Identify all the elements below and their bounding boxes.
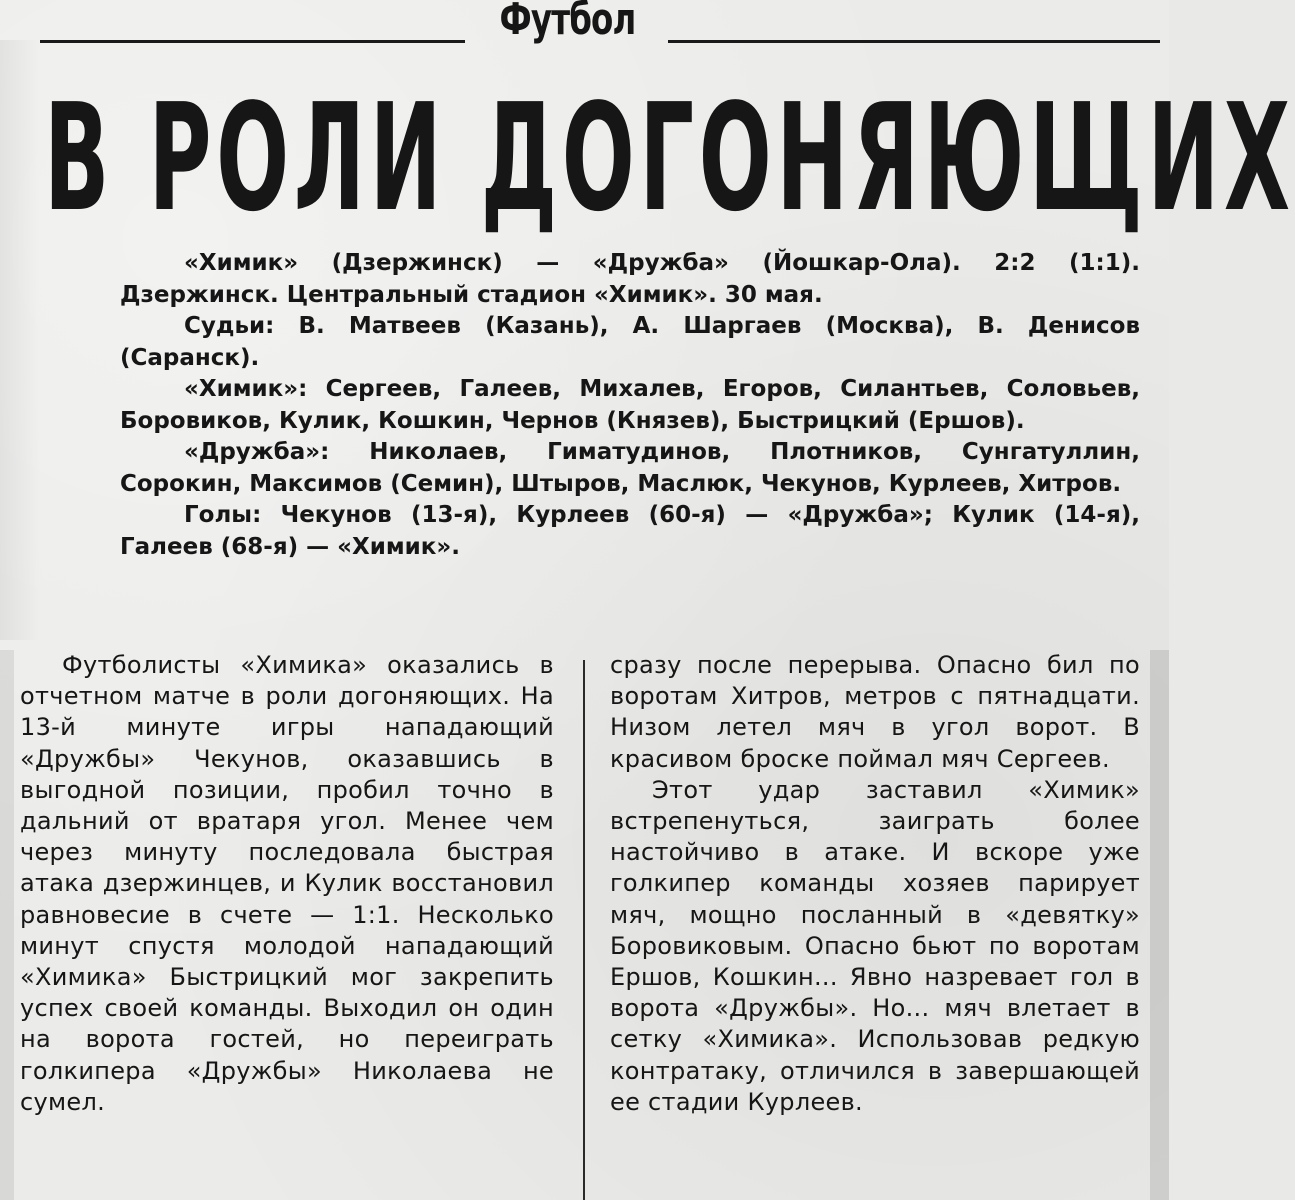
match-info xyxy=(120,248,1140,563)
article-paragraph: Футболисты «Химика» оказались в отчетном матче в роли догоняющих. На 13-й минуте игры нападающий «Дружбы» Чекунов, оказавшись в выгодной позиции, пробил точно в дальний от вратаря угол. Менее чем через минуту последовала быстрая атака дзержинцев, и Кулик восстановил равновесие в счете — 1:1. Несколько минут спустя молодой нападающий «Химика» Быстрицкий мог закрепить успех своей команды. Выходил он один на ворота гостей, но переиграть голкипера «Дружбы» Николаева не сумел. xyxy=(20,651,554,1116)
rubric-label: Футбол xyxy=(499,0,636,45)
article-paragraph: Этот удар заставил «Химик» встрепенуться, заиграть более настойчиво в атаке. И вскоре уже голкипер команды хозяев парирует мяч, мощно посланный в «девятку» Боровиковым. Опасно бьют по воротам Ершов, Кошкин... Явно назревает гол в ворота «Дружбы». Но... мяч влетает в сетку «Химика». Использовав редкую контратаку, отличился в завершающей ее стадии Курлеев. xyxy=(610,775,1140,1116)
column-divider xyxy=(583,660,585,1200)
article-column-right xyxy=(610,650,1140,1118)
article-column-left xyxy=(20,650,554,1118)
article-paragraph-continued: сразу после перерыва. Опасно бил по воротам Хитров, метров с пятнадцати. Низом летел мяч в угол ворот. В красивом броске поймал мяч Сергеев. xyxy=(610,651,1140,773)
rubric-rule-left xyxy=(40,40,465,43)
rubric-rule-right xyxy=(668,40,1160,43)
lineup-druzhba: «Дружба»: Николаев, Гиматудинов, Плотников, Сунгатуллин, Сорокин, Максимов (Семин), Штыров, Маслюк, Чекунов, Курлеев, Хитров. xyxy=(120,439,1140,497)
match-goals: Голы: Чекунов (13-я), Курлеев (60-я) — «Дружба»; Кулик (14-я), Галеев (68-я) — «Химик». xyxy=(120,502,1140,560)
match-referees: Судьи: В. Матвеев (Казань), А. Шаргаев (Москва), В. Денисов (Саранск). xyxy=(120,313,1140,371)
edge-shadow-right-lower xyxy=(1150,650,1169,1200)
section-rubric xyxy=(40,0,1160,52)
lineup-khimik: «Химик»: Сергеев, Галеев, Михалев, Егоров, Силантьев, Соловьев, Боровиков, Кулик, Кошкин, Чернов (Князев), Быстрицкий (Ершов). xyxy=(120,376,1140,434)
edge-shadow-left xyxy=(0,40,40,640)
match-result: «Химик» (Дзержинск) — «Дружба» (Йошкар-Ола). 2:2 (1:1). Дзержинск. Центральный стадион «Химик». 30 мая. xyxy=(120,250,1140,308)
headline: В РОЛИ ДОГОНЯЮЩИХ xyxy=(44,72,1295,244)
edge-shadow-left-lower xyxy=(0,650,14,1200)
